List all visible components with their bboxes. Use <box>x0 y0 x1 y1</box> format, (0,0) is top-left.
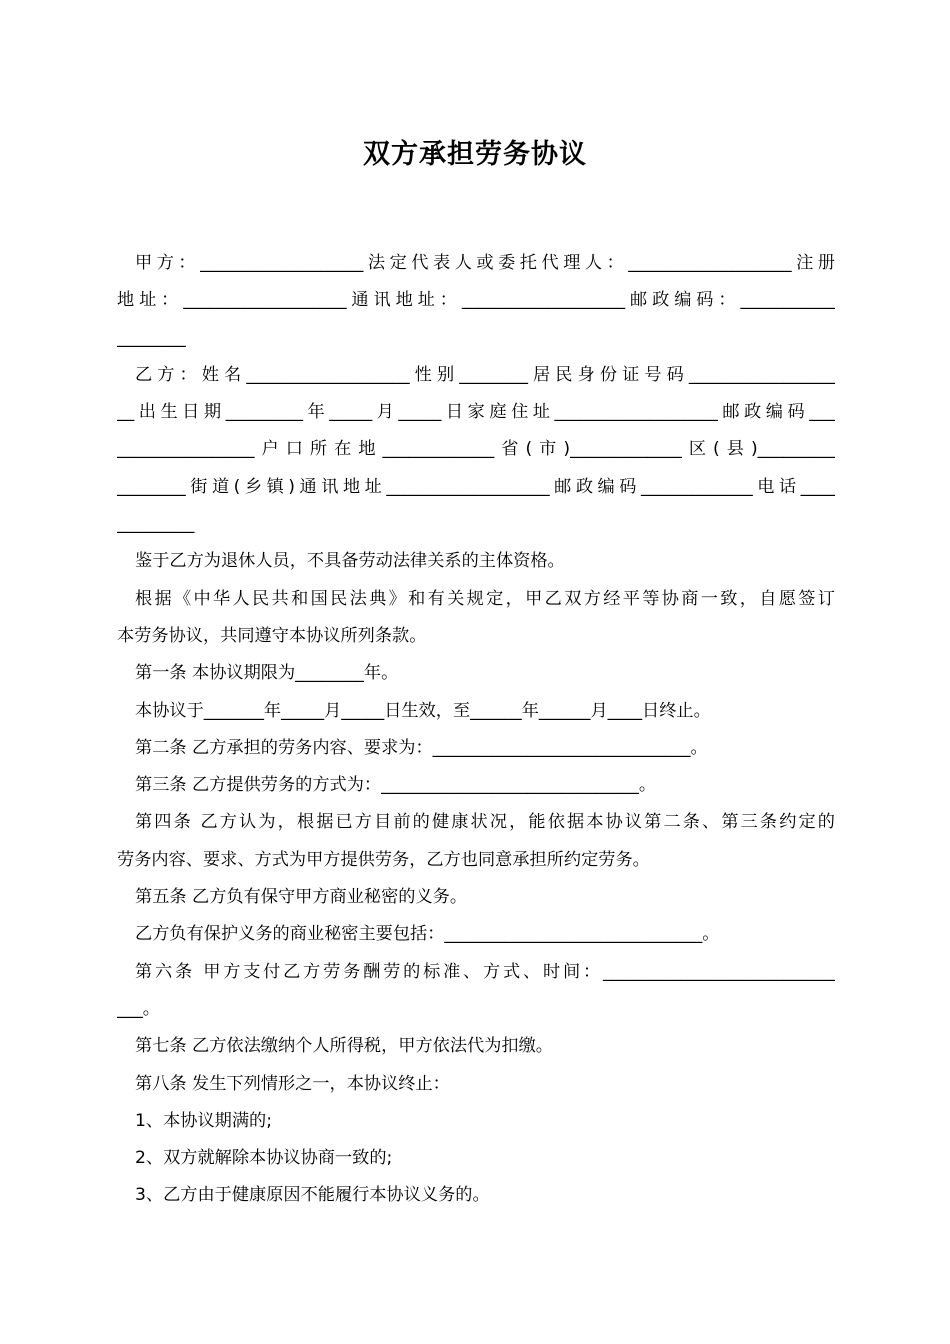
article-6-line-1: 第六条 甲方支付乙方劳务酬劳的标准、方式、时间：___________________________ <box>135 961 835 982</box>
article-4-line-1: 第四条 乙方认为，根据已方目前的健康状况，能依据本协议第二条、第三条约定的 <box>135 812 835 833</box>
article-8-item-3: 3、乙方由于健康原因不能履行本协议义务的。 <box>135 1185 490 1206</box>
article-4-line-2: 劳务内容、要求、方式为甲方提供劳务，乙方也同意承担所约定劳务。 <box>117 849 650 870</box>
party-b-line-1: 乙方：姓名___________________性别________居民身份证号码_________________ <box>135 364 835 385</box>
party-b-line-4: ________街道(乡镇)通讯地址___________________邮政编码_____________电话____ <box>117 476 835 497</box>
article-8-item-2: 2、双方就解除本协议协商一致的; <box>135 1148 393 1169</box>
article-1: 第一条 本协议期限为________年。 <box>135 663 399 684</box>
article-6-line-2: ___。 <box>117 998 160 1019</box>
article-7: 第七条 乙方依法缴纳个人所得税，甲方依法代为扣缴。 <box>135 1036 553 1057</box>
recital-basis-line-2: 本劳务协议，共同遵守本协议所列条款。 <box>117 625 427 646</box>
party-b-line-3: ________________户口所在地_____________省(市)_____________区(县)_________ <box>117 439 835 460</box>
article-2: 第二条 乙方承担的劳务内容、要求为：______________________________。 <box>135 737 708 758</box>
article-3: 第三条 乙方提供劳务的方式为：______________________________。 <box>135 775 657 796</box>
article-1-period: 本协议于_______年_____月_____日生效，至______年______月____日终止。 <box>135 700 711 721</box>
document-title: 双方承担劳务协议 <box>363 139 587 170</box>
article-5-secrets: 乙方负有保护义务的商业秘密主要包括：______________________________。 <box>135 924 720 945</box>
article-8-item-1: 1、本协议期满的; <box>135 1110 273 1131</box>
party-b-line-2: __出生日期_________年_____月_____日家庭住址___________________邮政编码___ <box>117 402 835 423</box>
party-a-line-1: 甲方：___________________法定代表人或委托代理人：___________________注册 <box>135 253 835 273</box>
article-8: 第八条 发生下列情形之一，本协议终止： <box>135 1073 450 1094</box>
party-a-line-2: 地址：___________________通讯地址：___________________邮政编码：___________ <box>117 290 835 311</box>
party-a-line-3: ________ <box>117 327 186 348</box>
recital-basis-line-1: 根据《中华人民共和国民法典》和有关规定，甲乙双方经平等协商一致，自愿签订 <box>135 588 835 609</box>
article-5: 第五条 乙方负有保守甲方商业秘密的义务。 <box>135 887 468 908</box>
party-b-line-5: _________ <box>117 514 195 535</box>
recital-retired: 鉴于乙方为退休人员，不具备劳动法律关系的主体资格。 <box>135 551 565 572</box>
document-body <box>117 245 835 1215</box>
